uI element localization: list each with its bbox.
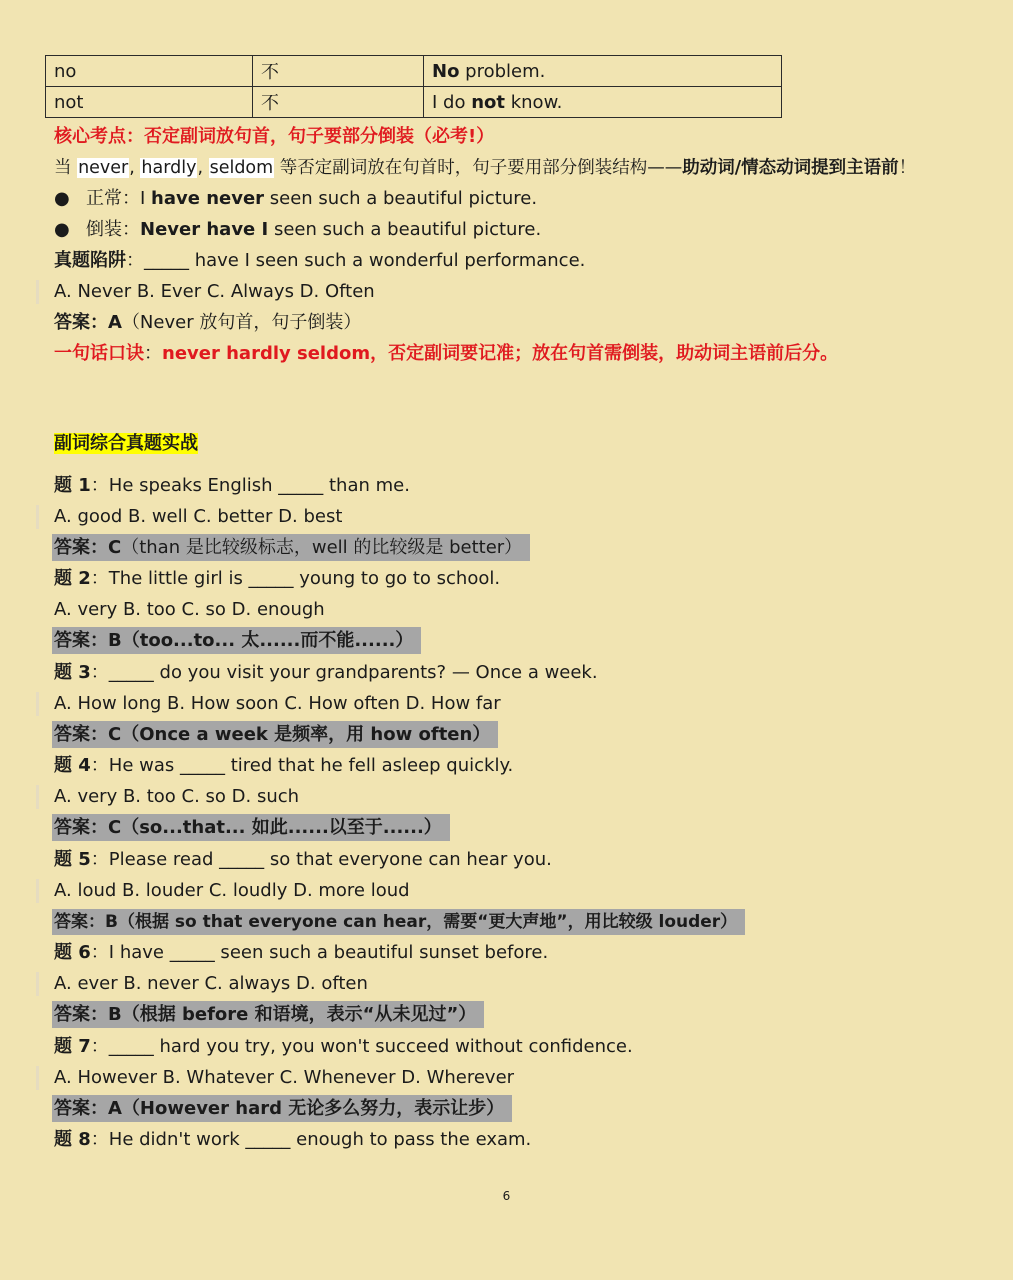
question-7: 题 7：_____ hard you try, you won't succeed without confidence.	[54, 1036, 633, 1057]
question-2-answer: 答案：B（too...to... 太......而不能......）	[54, 629, 421, 653]
inverted-example: ● 倒装：Never have I seen such a beautiful picture.	[54, 219, 542, 240]
question-5-answer: 答案：B（根据 so that everyone can hear，需要“更大声地”，用比较级 louder）	[54, 910, 745, 934]
question-7-options: A. However B. Whatever C. Whenever D. Wherever	[36, 1066, 514, 1090]
core-heading: 核心考点：否定副词放句首，句子要部分倒装（必考!）	[54, 126, 495, 147]
table-cell-word: not	[46, 87, 253, 118]
trap-options: A. Never B. Ever C. Always D. Often	[36, 280, 375, 304]
normal-example: ● 正常：I have never seen such a beautiful picture.	[54, 188, 538, 209]
question-4-answer: 答案：C（so...that... 如此......以至于......）	[54, 816, 450, 840]
question-3-options: A. How long B. How soon C. How often D. How far	[36, 692, 501, 716]
page-number: 6	[502, 1189, 511, 1203]
question-3-answer: 答案：C（Once a week 是频率，用 how often）	[54, 723, 498, 747]
table-cell-word: no	[46, 56, 253, 87]
table-cell-meaning: 不	[253, 87, 424, 118]
core-intro: 当 never, hardly, seldom 等否定副词放在句首时，句子要用部分倒装结构——助动词/情态动词提到主语前！	[54, 158, 917, 178]
bullet-icon: ●	[54, 188, 70, 209]
question-5-options: A. loud B. louder C. loudly D. more loud	[36, 879, 410, 903]
question-6-options: A. ever B. never C. always D. often	[36, 972, 368, 996]
question-2: 题 2：The little girl is _____ young to go to school.	[54, 568, 501, 589]
table-cell-example: I do not know.	[424, 87, 782, 118]
mnemonic: 一句话口诀：never hardly seldom，否定副词要记准；放在句首需倒装，助动词主语前后分。	[54, 343, 839, 364]
question-5: 题 5：Please read _____ so that everyone can hear you.	[54, 849, 552, 870]
bullet-icon: ●	[54, 219, 70, 240]
table-cell-meaning: 不	[253, 56, 424, 87]
table-row	[46, 56, 782, 87]
table-cell-example: No problem.	[424, 56, 782, 87]
question-4-options: A. very B. too C. so D. such	[36, 785, 299, 809]
vocab-table	[45, 55, 782, 118]
question-8: 题 8：He didn't work _____ enough to pass the exam.	[54, 1129, 532, 1150]
question-6: 题 6：I have _____ seen such a beautiful sunset before.	[54, 942, 549, 963]
trap-answer: 答案：A（Never 放句首，句子倒装）	[54, 312, 362, 333]
practice-heading: 副词综合真题实战	[54, 433, 198, 454]
question-7-answer: 答案：A（However hard 无论多么努力，表示让步）	[54, 1097, 512, 1121]
question-3: 题 3：_____ do you visit your grandparents? — Once a week.	[54, 662, 598, 683]
question-2-options: A. very B. too C. so D. enough	[54, 599, 325, 620]
question-1-options: A. good B. well C. better D. best	[36, 505, 342, 529]
question-1-answer: 答案：C（than 是比较级标志，well 的比较级是 better）	[54, 536, 530, 560]
question-1: 题 1：He speaks English _____ than me.	[54, 475, 410, 496]
question-6-answer: 答案：B（根据 before 和语境，表示“从未见过”）	[54, 1003, 484, 1027]
trap-question: 真题陷阱：_____ have I seen such a wonderful performance.	[54, 250, 586, 271]
question-4: 题 4：He was _____ tired that he fell asleep quickly.	[54, 755, 514, 776]
table-row	[46, 87, 782, 118]
